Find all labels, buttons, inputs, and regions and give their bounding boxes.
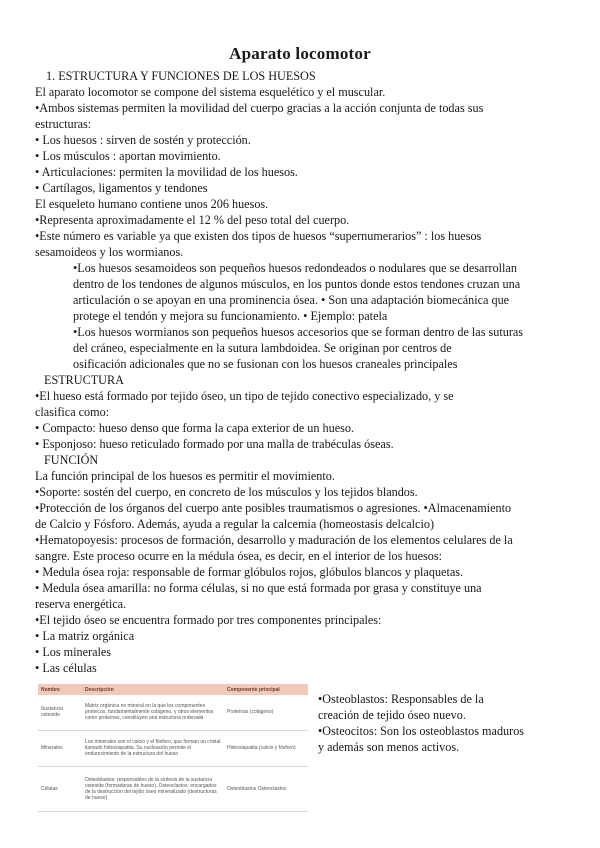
- list-item: • Medula ósea roja: responsable de formar glóbulos rojos, glóbulos blancos y plaquetas.: [35, 565, 464, 579]
- text-line: de Calcio y Fósforo. Además, ayuda a regular la calcemia (homeostasis delcalcio): [35, 517, 434, 531]
- text-line: reserva energética.: [35, 597, 127, 611]
- page-title: Aparato locomotor: [229, 44, 371, 63]
- text-line: protege el tendón y mejora su funcionamiento. • Ejemplo: patela: [73, 309, 388, 323]
- list-item: • Compacto: hueso denso que forma la capa exterior de un hueso.: [35, 421, 355, 435]
- text-line: El aparato locomotor se compone del sistema esquelético y el muscular.: [35, 85, 386, 99]
- list-item: • Las células: [35, 661, 97, 675]
- text-line: •Protección de los órganos del cuerpo ante posibles traumatismos o agresiones. •Almacenamiento: [35, 501, 512, 515]
- list-item: • Los huesos : sirven de sostén y protección.: [35, 133, 251, 147]
- table-cell: Proteínas (colágeno): [224, 695, 308, 730]
- text-line: •El tejido óseo se encuentra formado por tres componentes principales:: [35, 613, 382, 627]
- side-note-line: •Osteoblastos: Responsables de la: [318, 692, 484, 706]
- text-line: osificación adicionales que no se fusionan con los huesos craneales principales: [73, 357, 458, 371]
- table-cell: Matriz orgánica no mineral en la que los componentes proteicos, fundamentalmente colágeno, y otros elementos como proteínas, constituyen una estructura ordenada: [82, 695, 224, 730]
- side-note-line: •Osteocitos: Son los osteoblastos maduros: [318, 724, 525, 738]
- text-line: La función principal de los huesos es permitir el movimiento.: [35, 469, 335, 483]
- side-note-line: y además son menos activos.: [318, 740, 460, 754]
- table-row: [38, 695, 308, 730]
- text-line: •Los huesos wormianos son pequeños huesos accesorios que se forman dentro de las suturas: [73, 325, 524, 339]
- table-cell: Células: [38, 766, 82, 811]
- text-line: El esqueleto humano contiene unos 206 huesos.: [35, 197, 269, 211]
- text-line: del cráneo, especialmente en la sutura lambdoidea. Se originan por centros de: [73, 341, 452, 355]
- text-line: sesamoideos y los wormianos.: [35, 245, 184, 259]
- text-line: •Representa aproximadamente el 12 % del peso total del cuerpo.: [35, 213, 350, 227]
- table-cell: Osteoblastos Osteoclastos: [224, 766, 308, 811]
- side-note-line: creación de tejido óseo nuevo.: [318, 708, 466, 722]
- list-item: • Los músculos : aportan movimiento.: [35, 149, 221, 163]
- list-item: • La matriz orgánica: [35, 629, 135, 643]
- text-line: •Ambos sistemas permiten la movilidad del cuerpo gracias a la acción conjunta de todas sus: [35, 101, 484, 115]
- list-item: • Los minerales: [35, 645, 112, 659]
- table-cell: Osteoblastos: responsables de la síntesis de la sustancia osteoide (formadoras de hueso). Osteoclastos: encargados de la destrucción del tejido óseo mineralizado (destructoras de hueso): [82, 766, 224, 811]
- table-row: [38, 766, 308, 811]
- text-line: •Este número es variable ya que existen dos tipos de huesos “supernumerarios” : los huesos: [35, 229, 482, 243]
- section-heading: ESTRUCTURA: [44, 373, 124, 387]
- list-item: • Esponjoso: hueso reticulado formado por una malla de trabéculas óseas.: [35, 437, 394, 451]
- text-line: sangre. Este proceso ocurre en la médula ósea, es decir, en el interior de los huesos:: [35, 549, 442, 563]
- table-header: Descripción: [82, 684, 224, 695]
- text-line: estructuras:: [35, 117, 92, 131]
- text-line: •Los huesos sesamoideos son pequeños huesos redondeados o nodulares que se desarrollan: [73, 261, 517, 275]
- text-line: clasifica como:: [35, 405, 110, 419]
- table-row: [38, 730, 308, 766]
- table-cell: Sustancia osteoide: [38, 695, 82, 730]
- bone-components-table: [38, 684, 308, 812]
- list-item: • Cartílagos, ligamentos y tendones: [35, 181, 208, 195]
- text-line: •Soporte: sostén del cuerpo, en concreto de los músculos y los tejidos blandos.: [35, 485, 418, 499]
- list-item: • Medula ósea amarilla: no forma células, si no que está formada por grasa y constituye una: [35, 581, 482, 595]
- table-cell: Hidroxiapatita (calcio y fósforo): [224, 730, 308, 766]
- text-line: •Hematopoyesis: procesos de formación, desarrollo y maduración de los elementos celulares de la: [35, 533, 513, 547]
- table-header: Nombre: [38, 684, 82, 695]
- text-line: dentro de los tendones de algunos músculos, en los puntos donde estos tendones cruzan una: [73, 277, 521, 291]
- list-item: • Articulaciones: permiten la movilidad de los huesos.: [35, 165, 298, 179]
- text-line: •El hueso está formado por tejido óseo, un tipo de tejido conectivo especializado, y se: [35, 389, 454, 403]
- table-cell: Minerales: [38, 730, 82, 766]
- text-line: articulación o se apoyan en una prominencia ósea. • Son una adaptación biomecánica que: [73, 293, 510, 307]
- table-cell: Los minerales son el calcio y el fósforo, que forman un cristal llamado hidroxiapatita. Su nucleación permite el endurecimiento de la estructura del hueso: [82, 730, 224, 766]
- section-heading: FUNCIÓN: [44, 453, 99, 467]
- section-heading: 1. ESTRUCTURA Y FUNCIONES DE LOS HUESOS: [46, 69, 316, 83]
- table-header: Componente principal: [224, 684, 308, 695]
